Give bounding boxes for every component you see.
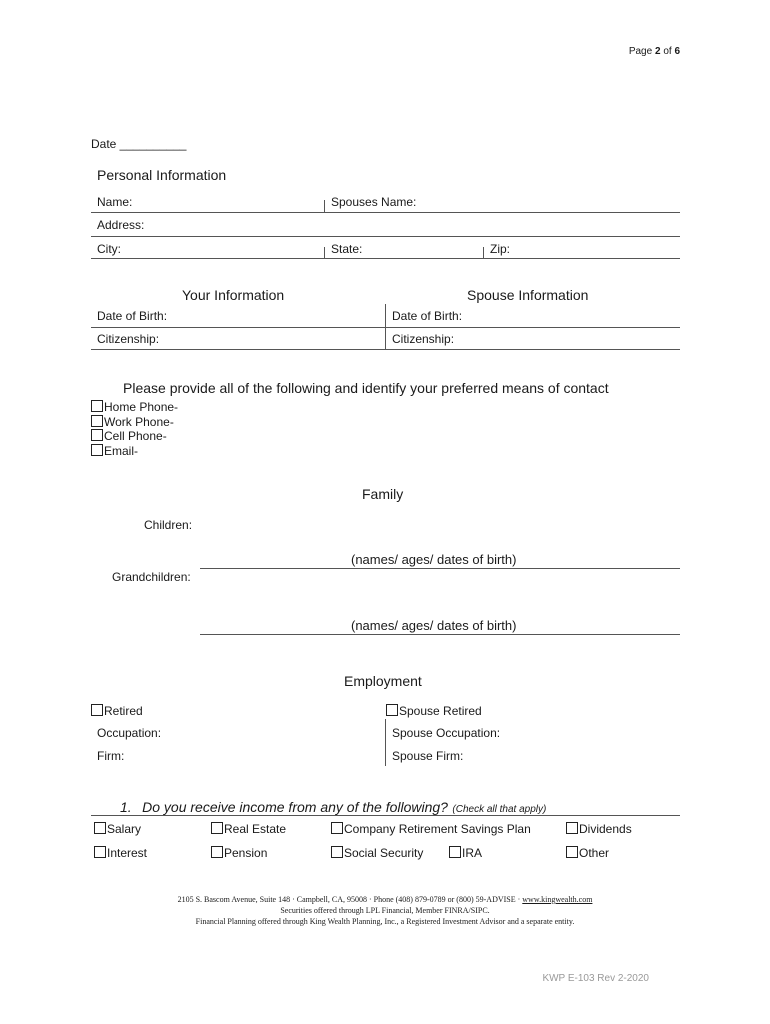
firm-field[interactable]: Firm: (97, 749, 125, 763)
name-field[interactable]: Name: (97, 195, 133, 209)
zip-field[interactable]: Zip: (490, 242, 511, 256)
spouse-firm-field[interactable]: Spouse Firm: (392, 749, 464, 763)
contact-home-phone[interactable] (91, 400, 178, 414)
contact-heading: Please provide all of the following and identify your preferred means of contact (123, 380, 609, 396)
grandchildren-note: (names/ ages/ dates of birth) (351, 618, 517, 633)
checkbox[interactable] (566, 846, 578, 858)
income-option-label: Company Retirement Savings Plan (344, 822, 531, 836)
employment-heading: Employment (344, 673, 422, 689)
income-other[interactable] (566, 846, 609, 860)
question-text: Do you receive income from any of the following? (142, 799, 448, 815)
income-salary[interactable] (94, 822, 141, 836)
checkbox[interactable] (91, 400, 103, 412)
contact-option-label: Work Phone- (104, 415, 174, 429)
contact-option-label: Home Phone- (104, 400, 179, 414)
contact-work-phone[interactable] (91, 415, 174, 429)
children-note: (names/ ages/ dates of birth) (351, 552, 517, 567)
footer-website-link[interactable]: www.kingwealth.com (522, 895, 593, 904)
page-prefix: Page (628, 46, 653, 57)
personal-row-divider (91, 236, 680, 237)
info-row-divider (91, 349, 680, 350)
income-pension[interactable] (211, 846, 267, 860)
family-heading: Family (362, 486, 404, 502)
state-field[interactable]: State: (331, 242, 363, 256)
children-line (200, 568, 680, 569)
income-option-label: IRA (462, 846, 483, 860)
question-number: 1. (120, 799, 132, 815)
page-number (629, 46, 680, 57)
checkbox[interactable] (91, 704, 103, 716)
income-option-label: Salary (107, 822, 142, 836)
spouse-name-field[interactable]: Spouses Name: (331, 195, 417, 209)
contact-email[interactable] (91, 444, 138, 458)
income-dividends[interactable] (566, 822, 632, 836)
checkbox[interactable] (211, 822, 223, 834)
info-row-divider (91, 327, 680, 328)
spouse-retired-label: Spouse Retired (399, 704, 482, 718)
footer-planning: Financial Planning offered through King Wealth Planning, Inc., a Registered Investment Advisor and a separate entity. (195, 917, 575, 926)
state-col-divider (483, 247, 484, 258)
your-info-heading: Your Information (182, 287, 285, 303)
grandchildren-line (200, 634, 680, 635)
checkbox[interactable] (91, 415, 103, 427)
personal-info-heading: Personal Information (97, 167, 227, 183)
income-social-security[interactable] (331, 846, 423, 860)
income-option-label: Interest (107, 846, 148, 860)
footer-securities: Securities offered through LPL Financial, Member FINRA/SIPC. (280, 906, 490, 915)
contact-option-label: Email- (104, 444, 139, 458)
city-col-divider (324, 247, 325, 258)
income-real-estate[interactable] (211, 822, 286, 836)
form-code: KWP E-103 Rev 2-2020 (542, 973, 649, 984)
income-interest[interactable] (94, 846, 147, 860)
your-citizenship-field[interactable]: Citizenship: (97, 332, 160, 346)
footer-address-text: 2105 S. Bascom Avenue, Suite 148 · Campbell, CA, 95008 · Phone (408) 879-0789 or (800) 59-ADVISE · (177, 895, 521, 904)
occupation-field[interactable]: Occupation: (97, 726, 162, 740)
income-option-label: Other (579, 846, 610, 860)
your-dob-field[interactable]: Date of Birth: (97, 309, 168, 323)
address-field[interactable]: Address: (97, 218, 145, 232)
children-field[interactable]: Children: (144, 518, 193, 532)
date-field[interactable]: Date __________ (91, 137, 187, 151)
checkbox[interactable] (386, 704, 398, 716)
grandchildren-field[interactable]: Grandchildren: (112, 570, 191, 584)
retired-label: Retired (104, 704, 143, 718)
income-option-label: Real Estate (224, 822, 287, 836)
employment-col-divider (385, 719, 386, 766)
spouse-dob-field[interactable]: Date of Birth: (392, 309, 463, 323)
page-of: of (663, 46, 672, 57)
spouse-occupation-field[interactable]: Spouse Occupation: (392, 726, 501, 740)
contact-option-label: Cell Phone- (104, 429, 167, 443)
checkbox[interactable] (91, 429, 103, 441)
question-note: (Check all that apply) (452, 804, 547, 815)
income-line (91, 815, 680, 816)
income-option-label: Dividends (579, 822, 632, 836)
checkbox[interactable] (449, 846, 461, 858)
checkbox[interactable] (331, 846, 343, 858)
name-col-divider (324, 200, 325, 212)
income-option-label: Social Security (344, 846, 424, 860)
income-option-label: Pension (224, 846, 268, 860)
income-ira[interactable] (449, 846, 482, 860)
city-field[interactable]: City: (97, 242, 121, 256)
income-company-retirement[interactable] (331, 822, 531, 836)
checkbox[interactable] (91, 444, 103, 456)
contact-cell-phone[interactable] (91, 429, 167, 443)
page-total: 6 (674, 46, 680, 57)
spouse-info-heading: Spouse Information (467, 287, 589, 303)
spouse-retired-option[interactable] (386, 704, 482, 718)
checkbox[interactable] (331, 822, 343, 834)
page-current: 2 (654, 46, 661, 57)
personal-row-divider (91, 258, 680, 259)
checkbox[interactable] (211, 846, 223, 858)
footer-address (0, 895, 770, 904)
retired-option[interactable] (91, 704, 143, 718)
checkbox[interactable] (94, 822, 106, 834)
checkbox[interactable] (566, 822, 578, 834)
spouse-citizenship-field[interactable]: Citizenship: (392, 332, 455, 346)
checkbox[interactable] (94, 846, 106, 858)
personal-row-divider (91, 212, 680, 213)
